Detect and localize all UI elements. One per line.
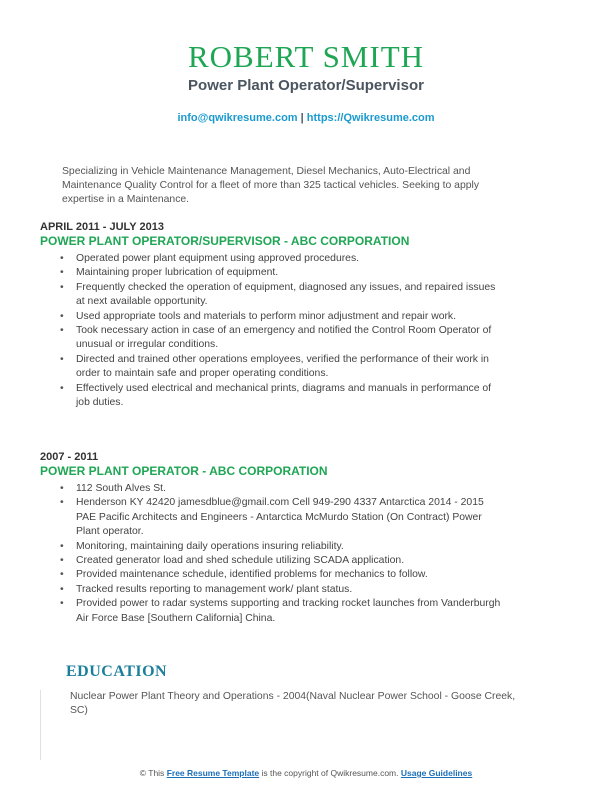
bullet-icon: •	[60, 310, 64, 322]
list-item: • Monitoring, maintaining daily operations insuring reliability.	[40, 540, 506, 554]
job-entry-2	[40, 451, 540, 626]
job-title: POWER PLANT OPERATOR/SUPERVISOR - ABC CORPORATION	[40, 234, 410, 248]
footer-prefix: © This	[139, 768, 165, 778]
bullet-icon: •	[60, 569, 64, 581]
list-item: • Frequently checked the operation of equipment, diagnosed any issues, and repaired issues at next available opportunity.	[60, 281, 496, 308]
free-resume-template-link[interactable]: Free Resume Template	[166, 768, 260, 778]
bullet-icon: •	[60, 325, 64, 337]
section-divider	[40, 690, 41, 760]
bullet-icon: •	[60, 555, 64, 567]
education-heading: EDUCATION	[66, 663, 168, 680]
job-dates: 2007 - 2011	[40, 451, 99, 463]
list-item: • Provided maintenance schedule, identified problems for mechanics to follow.	[40, 568, 506, 582]
bullet-icon: •	[60, 598, 64, 610]
list-item: • Operated power plant equipment using approved procedures.	[40, 252, 506, 266]
candidate-name: ROBERT SMITH	[187, 39, 425, 74]
list-item: • Henderson KY 42420 jamesdblue@gmail.com Cell 949-290 4337 Antarctica 2014 - 2015 PAE Pacific Architects and Engineers - Antarctica McMurdo Station (On Contract) Power Plant operator.	[60, 497, 484, 538]
bullet-icon: •	[60, 253, 64, 264]
bullet-icon: •	[60, 540, 64, 552]
usage-guidelines-link[interactable]: Usage Guidelines	[400, 768, 473, 778]
job-bullets	[40, 482, 540, 626]
job-dates: APRIL 2011 - JULY 2013	[40, 221, 164, 233]
job-title: POWER PLANT OPERATOR - ABC CORPORATION	[40, 464, 328, 478]
list-item: • Effectively used electrical and mechanical prints, diagrams and manuals in performance of job duties.	[60, 382, 492, 409]
candidate-title: Power Plant Operator/Supervisor	[188, 77, 424, 94]
list-item: • Tracked results reporting to management work/ plant status.	[40, 583, 506, 597]
list-item: • Took necessary action in case of an emergency and notified the Control Room Operator of unusual or irregular conditions.	[60, 325, 492, 351]
bullet-icon: •	[60, 483, 64, 494]
bullet-icon: •	[60, 583, 64, 595]
list-item: • 112 South Alves St.	[40, 482, 506, 496]
bullet-icon: •	[60, 497, 64, 509]
bullet-icon: •	[60, 281, 64, 293]
bullet-icon: •	[60, 267, 64, 279]
job-entry-1	[40, 221, 540, 410]
footer	[0, 768, 612, 779]
email-link[interactable]: info@qwikresume.com	[177, 112, 298, 124]
contact-line	[0, 111, 612, 125]
list-item: • Provided power to radar systems supporting and tracking rocket launches from Vanderburgh Air Force Base [Southern California] China.	[60, 598, 501, 624]
list-item: • Used appropriate tools and materials to perform minor adjustment and repair work.	[40, 310, 506, 324]
summary-paragraph: Specializing in Vehicle Maintenance Management, Diesel Mechanics, Auto-Electrical and Maintenance Quality Control for a fleet of more than 325 tactical vehicles. Seeking to apply expertise in a Maintenance.	[62, 166, 480, 205]
contact-separator: |	[300, 112, 304, 124]
list-item: • Directed and trained other operations employees, verified the performance of their work in order to maintain safe and proper operating conditions.	[60, 353, 489, 380]
list-item: • Maintaining proper lubrication of equipment.	[40, 266, 506, 280]
footer-copyright: is the copyright of Qwikresume.com.	[261, 768, 399, 778]
bullet-icon: •	[60, 382, 64, 394]
list-item: • Created generator load and shed schedule utilizing SCADA application.	[40, 554, 506, 568]
job-bullets	[40, 252, 540, 410]
education-item: Nuclear Power Plant Theory and Operations - 2004(Naval Nuclear Power School - Goose Creek, SC)	[70, 691, 516, 716]
website-link[interactable]: https://Qwikresume.com	[306, 112, 435, 124]
bullet-icon: •	[60, 353, 64, 365]
